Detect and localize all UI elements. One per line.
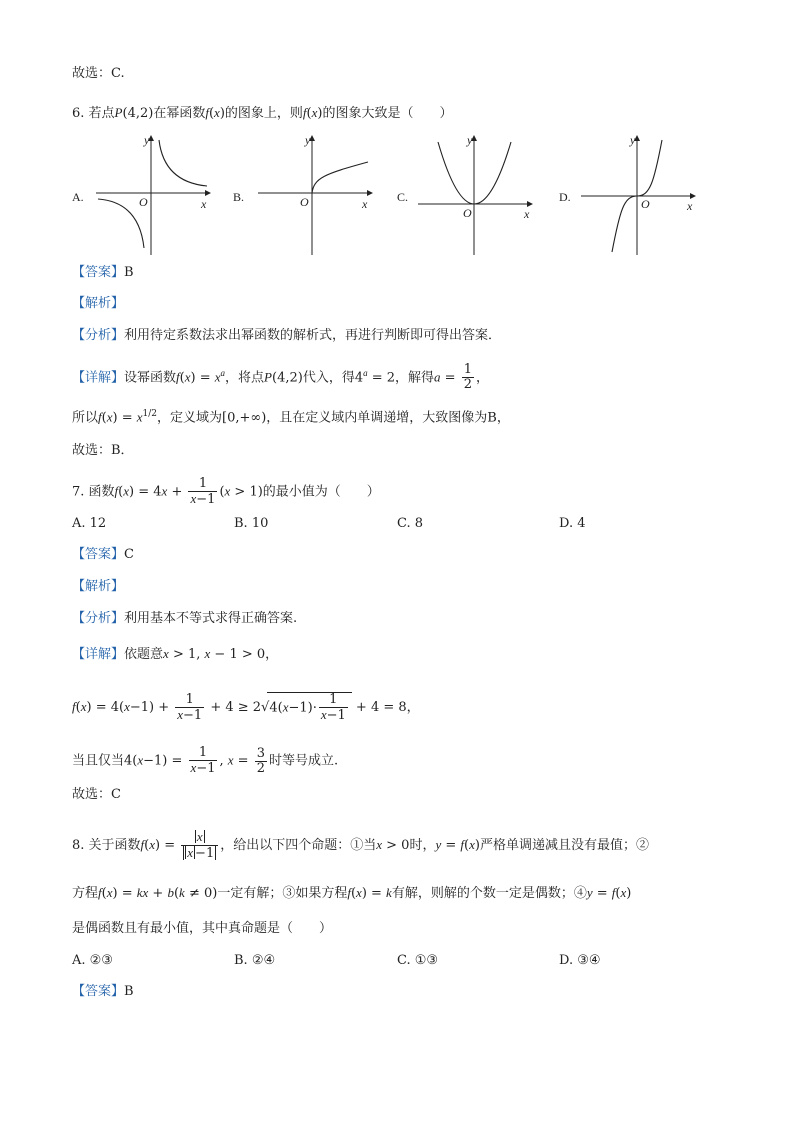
q8-option-a: A. ②③ <box>72 953 113 968</box>
graph-b-label: B. <box>233 190 245 204</box>
graph-d <box>559 133 695 255</box>
q7-detail-3: 当且仅当4(x−1) = $\frac{1}{x-1}$ , x = $\frac{3}{2}$ 时等号成立. <box>72 745 339 776</box>
q7-option-c: C. 8 <box>397 516 424 531</box>
svg-text:x: x <box>687 199 693 213</box>
q6-detail-2: 所以$f(x) = x^{1/2}$，定义域为[0,+∞)，且在定义域内单调递增，大致图像为B， <box>72 409 510 426</box>
graph-a <box>72 133 210 255</box>
graph-c <box>397 133 532 255</box>
graph-d-label: D. <box>559 190 571 204</box>
q7-analysis-title: 【解析】 <box>72 579 125 594</box>
graph-c-label: C. <box>397 190 409 204</box>
q7-option-a: A. 12 <box>72 516 107 531</box>
prev-conclusion: 故选：C. <box>72 66 125 81</box>
q6-answer: 【答案】B <box>72 265 134 280</box>
svg-text:y: y <box>305 133 311 147</box>
svg-text:O: O <box>463 206 472 220</box>
q7-answer: 【答案】C <box>72 547 134 562</box>
graph-b <box>233 133 372 255</box>
svg-text:x: x <box>362 197 368 211</box>
q8-stem-2: 方程f(x) = kx + b(k ≠ 0)一定有解；③如果方程f(x) = k有解，则解的个数一定是偶数；④y = f(x) <box>72 885 632 901</box>
q7-detail-1: 【详解】依题意x > 1, x − 1 > 0， <box>72 646 279 662</box>
q6-analysis-title: 【解析】 <box>72 296 125 311</box>
q6-graphs <box>0 130 794 260</box>
q7-option-d: D. 4 <box>559 516 586 531</box>
q7-option-b: B. 10 <box>234 516 269 531</box>
svg-text:O: O <box>139 195 148 209</box>
q8-option-b: B. ②④ <box>234 953 276 968</box>
graph-a-label: A. <box>72 190 84 204</box>
svg-text:y: y <box>630 133 636 147</box>
q6-detail-1: 【详解】设幂函数$f(x) = x^a$，将点P(4,2)代入，得$4^a = 2$，解得a = $\frac{1}{2}$ ， <box>72 362 489 393</box>
q6-analysis: 【分析】利用待定系数法求出幂函数的解析式，再进行判断即可得出答案． <box>72 328 502 343</box>
q8-stem-1: 8. 关于函数f(x) = $\frac{x}{x -1}$ ，给出以下四个命题：①当x > 0时，y = f(x)严格单调递减且没有最值；② <box>72 829 649 861</box>
q8-option-d: D. ③④ <box>559 953 601 968</box>
q7-analysis: 【分析】利用基本不等式求得正确答案. <box>72 611 298 626</box>
svg-text:x: x <box>201 197 207 211</box>
q8-stem-3: 是偶函数且有最小值，其中真命题是（ ） <box>72 921 333 936</box>
q8-option-c: C. ①③ <box>397 953 439 968</box>
svg-text:y: y <box>467 133 473 147</box>
svg-text:y: y <box>144 133 150 147</box>
svg-text:O: O <box>300 195 309 209</box>
q7-conclusion: 故选：C <box>72 787 121 802</box>
q6-conclusion: 故选：B． <box>72 443 134 458</box>
svg-text:x: x <box>524 207 530 221</box>
q7-detail-2: f(x) = 4(x−1) + $\frac{1}{x-1}$ + 4 ≥ 2√4(x−1)· $\frac{1}{x-1}$ + 4 = 8， <box>72 691 420 723</box>
q6-stem: 6. 若点P(4,2)在幂函数f(x)的图象上，则f(x)的图象大致是（ ） <box>72 105 453 121</box>
svg-text:O: O <box>641 197 650 211</box>
q8-answer: 【答案】B <box>72 984 134 999</box>
q7-stem: 7. 函数f(x) = 4x + $\frac{1}{x-1}$ (x > 1)的最小值为（ ） <box>72 476 380 507</box>
